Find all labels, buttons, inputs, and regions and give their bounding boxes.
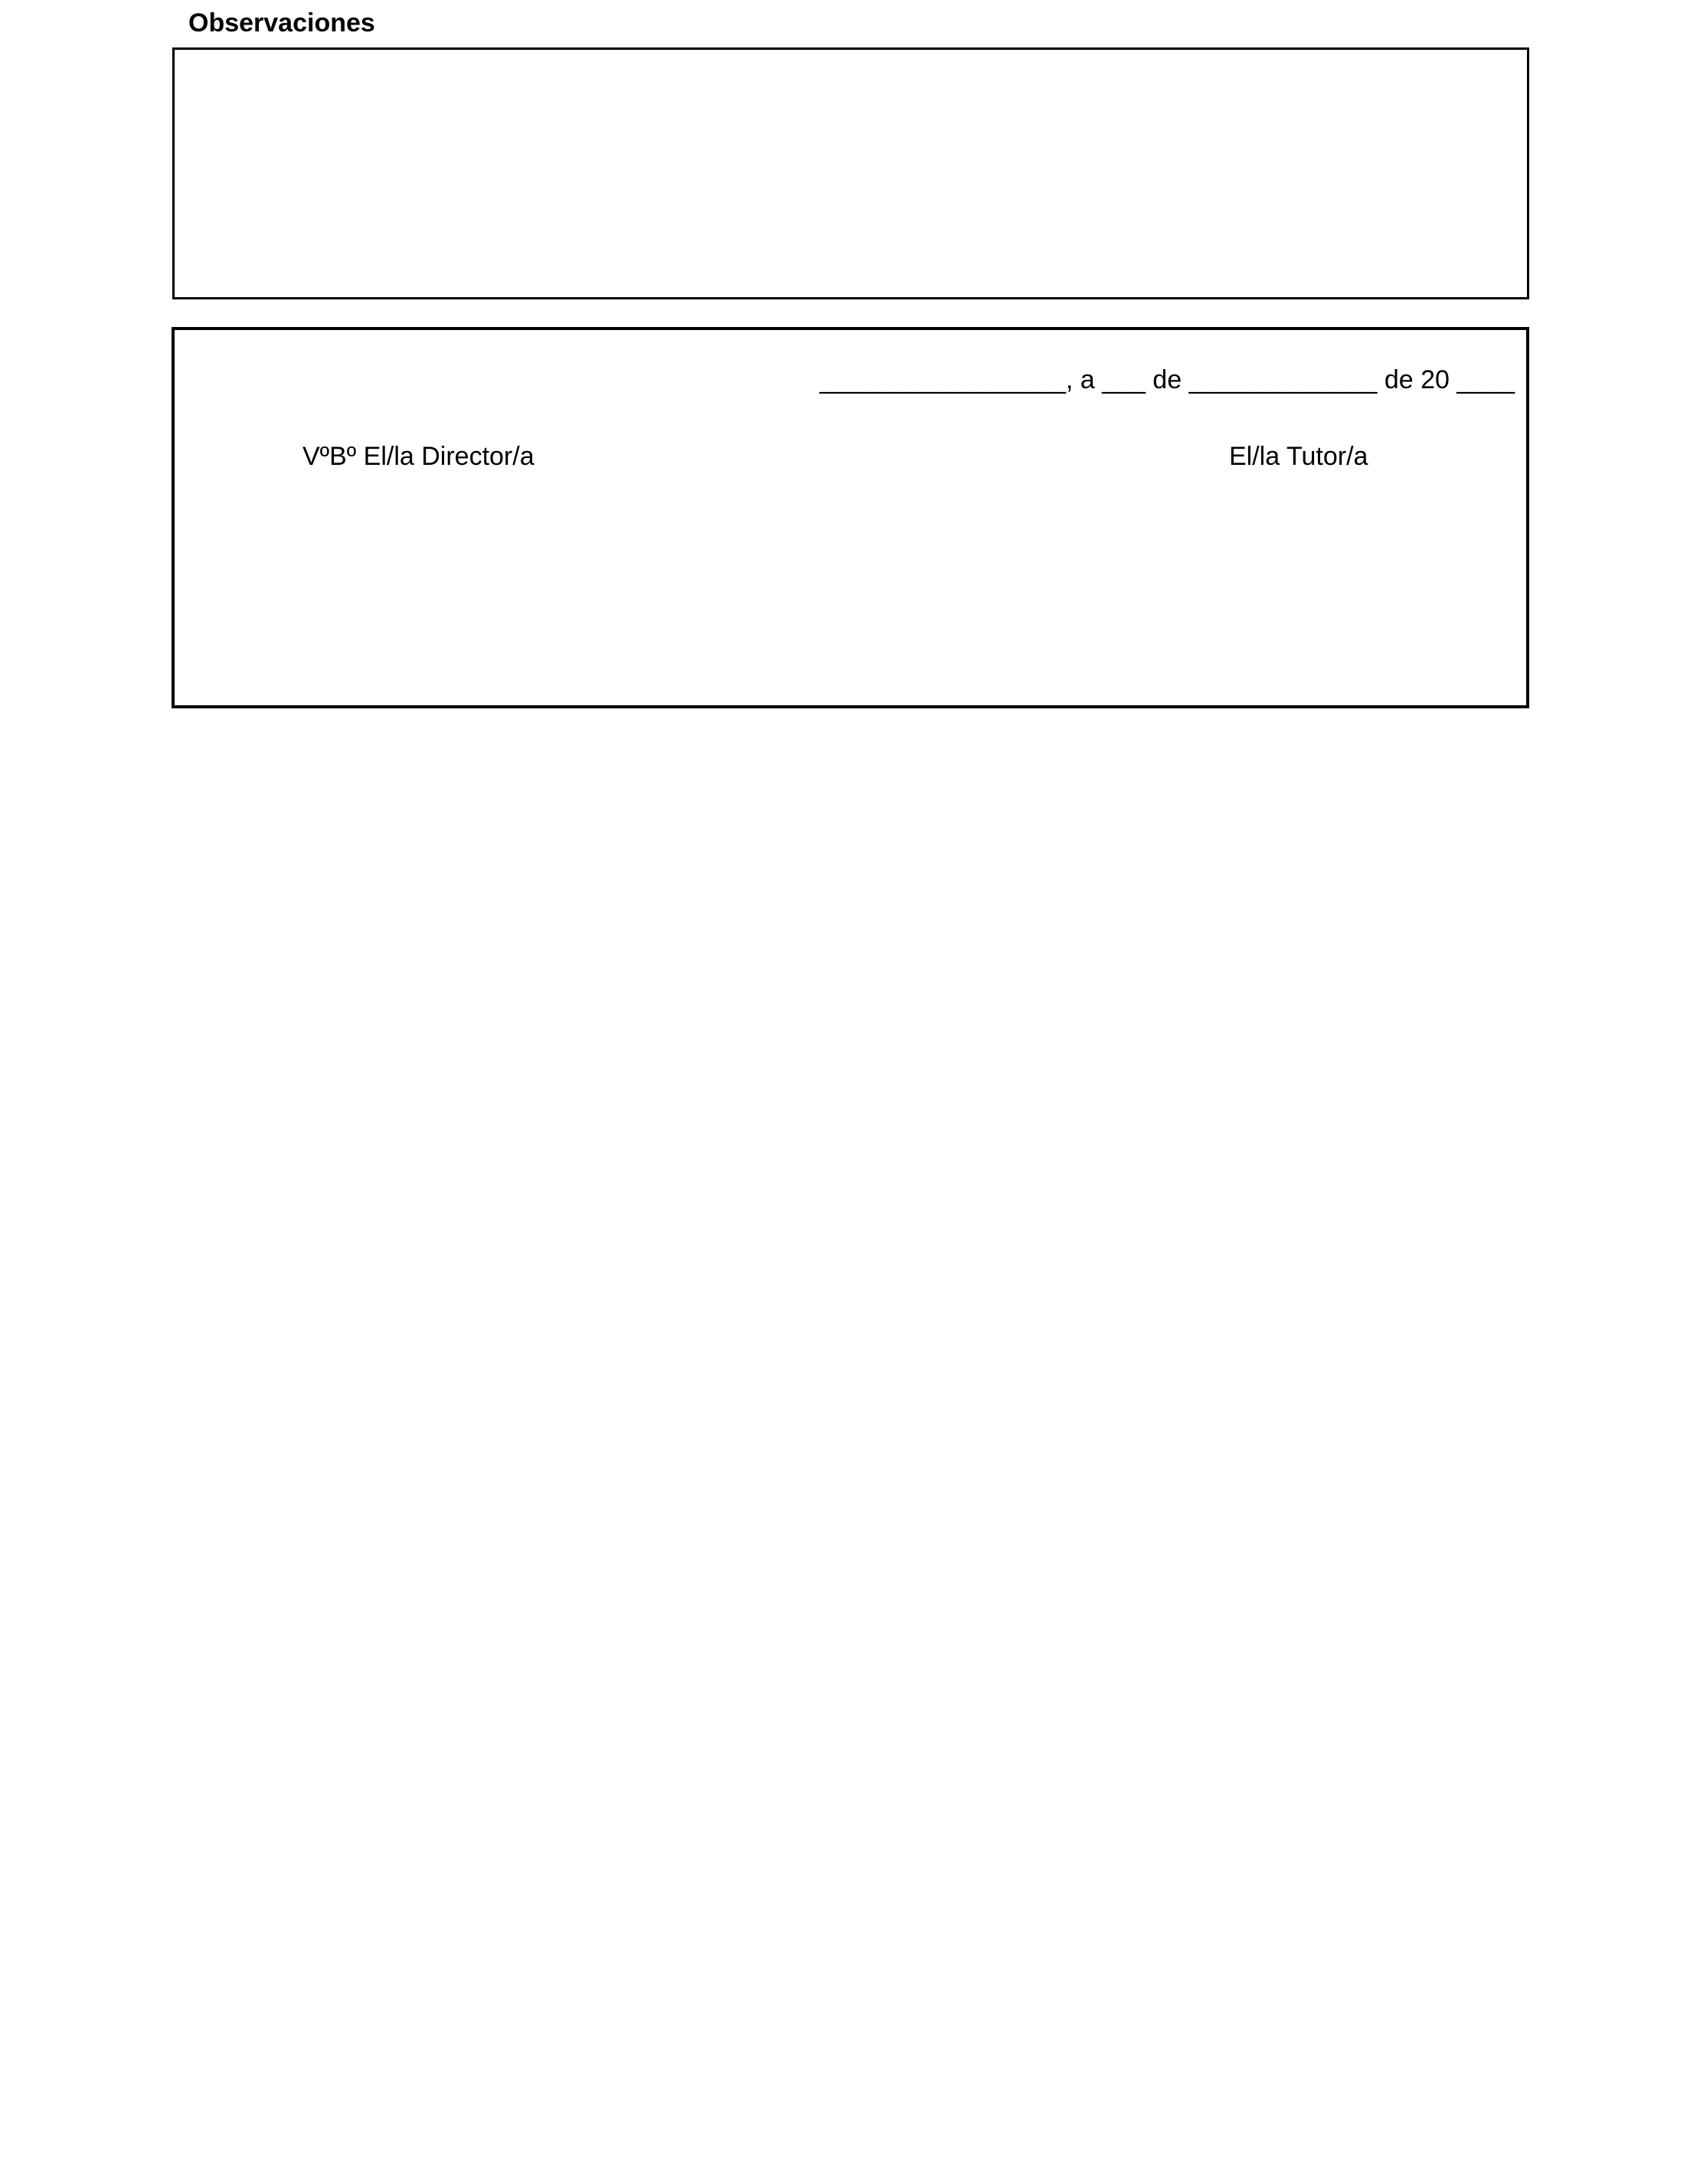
signature-box — [172, 327, 1529, 708]
observations-heading: Observaciones — [188, 8, 375, 38]
tutor-signature-label: El/la Tutor/a — [1229, 442, 1368, 471]
observations-box — [172, 47, 1529, 299]
director-signature-label: VºBº El/la Director/a — [302, 442, 535, 471]
date-fill-in-line: _________________, a ___ de _____________ de 20 ____ — [819, 365, 1515, 394]
